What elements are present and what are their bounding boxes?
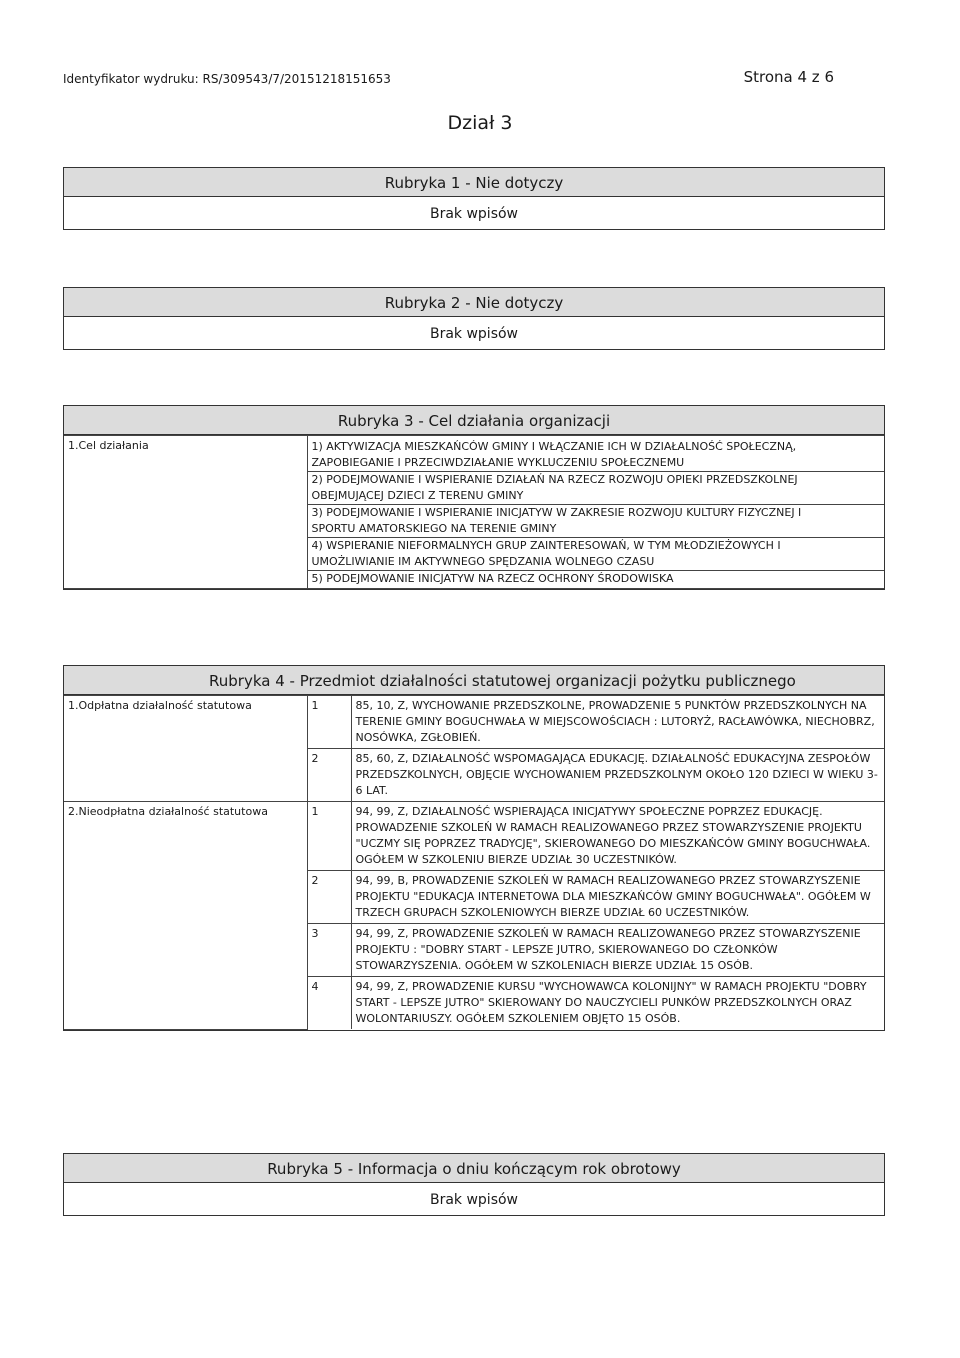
- goal-line: 4) WSPIERANIE NIEFORMALNYCH GRUP ZAINTERESOWAŃ, W TYM MŁODZIEŻOWYCH I: [311, 539, 781, 552]
- activity-number: 1: [307, 696, 351, 749]
- rubryka-1: [63, 167, 885, 230]
- goal-line: SPORTU AMATORSKIEGO NA TERENIE GMINY: [311, 522, 557, 535]
- goal-item: [308, 505, 885, 538]
- goal-item: [308, 472, 885, 505]
- activity-description: 94, 99, B, PROWADZENIE SZKOLEŃ W RAMACH REALIZOWANEGO PRZEZ STOWARZYSZENIE PROJEKTU "EDUKACJA INTERNETOWA DLA MIESZKAŃCÓW GMINY BOGUCHWAŁA". OGÓŁEM W TRZECH GRUPACH SZKOLENIOWYCH BIERZE UDZIAŁ 60 UCZESTNIKÓW.: [351, 871, 884, 924]
- rubryka-4: [63, 665, 885, 1031]
- rubryka-1-body: Brak wpisów: [429, 206, 519, 222]
- goal-line: 2) PODEJMOWANIE I WSPIERANIE DZIAŁAŃ NA RZECZ ROZWOJU OPIEKI PRZEDSZKOLNEJ: [311, 473, 798, 486]
- activity-number: 3: [307, 924, 351, 977]
- goal-item: [308, 571, 885, 588]
- rubryka-5-body: Brak wpisów: [429, 1192, 519, 1208]
- activity-description: 85, 60, Z, DZIAŁALNOŚĆ WSPOMAGAJĄCA EDUKACJĘ. DZIAŁALNOŚĆ EDUKACYJNA ZESPOŁÓW PRZEDSZKOLNYCH, OBJĘCIE WYCHOWANIEM PRZEDSZKOLNYM OKOŁO 120 DZIECI W WIEKU 3-6 LAT.: [351, 749, 884, 802]
- activity-number: 1: [307, 802, 351, 871]
- rubryka-1-title: Rubryka 1 - Nie dotyczy: [64, 168, 884, 197]
- rubryka-5: [63, 1153, 885, 1216]
- unpaid-activity-label: 2.Nieodpłatna działalność statutowa: [64, 802, 307, 1030]
- goal-item: [308, 436, 885, 472]
- rubryka-2-body: Brak wpisów: [429, 326, 519, 342]
- activity-description: 85, 10, Z, WYCHOWANIE PRZEDSZKOLNE, PROWADZENIE 5 PUNKTÓW PRZEDSZKOLNYCH NA TERENIE GMINY BOGUCHWAŁA W MIEJSCOWOŚCIACH : LUTORYŻ, RACŁAWÓWKA, NIECHOBRZ, NOSÓWKA, ZGŁOBIEŃ.: [351, 696, 884, 749]
- rubryka-4-table: [64, 695, 884, 1030]
- section-title: Dział 3: [447, 112, 513, 134]
- activity-description: 94, 99, Z, DZIAŁALNOŚĆ WSPIERAJĄCA INICJATYWY SPOŁECZNE POPRZEZ EDUKACJĘ. PROWADZENIE SZKOLEŃ W RAMACH REALIZOWANEGO PRZEZ STOWARZYSZENIE PROJEKTU "UCZMY SIĘ POPRZEZ TRADYCJĘ", SKIEROWANEGO DO MIESZKAŃCÓW GMINY BOGUCHWAŁA. OGÓŁEM W SZKOLENIU BIERZE UDZIAŁ 30 UCZESTNIKÓW.: [351, 802, 884, 871]
- rubryka-3-title: Rubryka 3 - Cel działania organizacji: [64, 406, 884, 435]
- activity-number: 2: [307, 871, 351, 924]
- goal-line: UMOŻLIWIANIE IM AKTYWNEGO SPĘDZANIA WOLNEGO CZASU: [311, 555, 655, 568]
- rubryka-2-title: Rubryka 2 - Nie dotyczy: [64, 288, 884, 317]
- paid-activity-label: 1.Odpłatna działalność statutowa: [64, 696, 307, 802]
- goal-item: [308, 538, 885, 571]
- goal-line: 5) PODEJMOWANIE INICJATYW NA RZECZ OCHRONY ŚRODOWISKA: [311, 572, 674, 585]
- goal-line: ZAPOBIEGANIE I PRZECIWDZIAŁANIE WYKLUCZENIU SPOŁECZNEMU: [311, 456, 685, 469]
- print-identifier: Identyfikator wydruku: RS/309543/7/20151218151653: [63, 72, 391, 86]
- goal-list: [307, 436, 884, 589]
- rubryka-3-table: [64, 435, 884, 589]
- page-number: Strona 4 z 6: [743, 68, 834, 86]
- goal-line: 3) PODEJMOWANIE I WSPIERANIE INICJATYW W ZAKRESIE ROZWOJU KULTURY FIZYCZNEJ I: [311, 506, 802, 519]
- activity-number: 4: [307, 977, 351, 1030]
- rubryka-4-title: Rubryka 4 - Przedmiot działalności statutowej organizacji pożytku publicznego: [64, 666, 884, 695]
- rubryka-5-title: Rubryka 5 - Informacja o dniu kończącym rok obrotowy: [64, 1154, 884, 1183]
- activity-description: 94, 99, Z, PROWADZENIE KURSU "WYCHOWAWCA KOLONIJNY" W RAMACH PROJEKTU "DOBRY START - LEPSZE JUTRO" SKIEROWANY DO NAUCZYCIELI PUNKÓW PRZEDSZKOLNYCH ORAZ WOLONTARIUSZY. OGÓŁEM SZKOLENIEM OBJĘTO 15 OSÓB.: [351, 977, 884, 1030]
- activity-description: 94, 99, Z, PROWADZENIE SZKOLEŃ W RAMACH REALIZOWANEGO PRZEZ STOWARZYSZENIE PROJEKTU : "DOBRY START - LEPSZE JUTRO, SKIEROWANEGO DO CZŁONKÓW STOWARZYSZENIA. OGÓŁEM W SZKOLENIACH BIERZE UDZIAŁ 15 OSÓB.: [351, 924, 884, 977]
- goal-line: OBEJMUJĄCEJ DZIECI Z TERENU GMINY: [311, 489, 524, 502]
- rubryka-3: [63, 405, 885, 590]
- goal-line: 1) AKTYWIZACJA MIESZKAŃCÓW GMINY I WŁĄCZANIE ICH W DZIAŁALNOŚĆ SPOŁECZNĄ,: [311, 440, 797, 453]
- rubryka-2: [63, 287, 885, 350]
- activity-number: 2: [307, 749, 351, 802]
- goal-label: 1.Cel działania: [64, 436, 307, 589]
